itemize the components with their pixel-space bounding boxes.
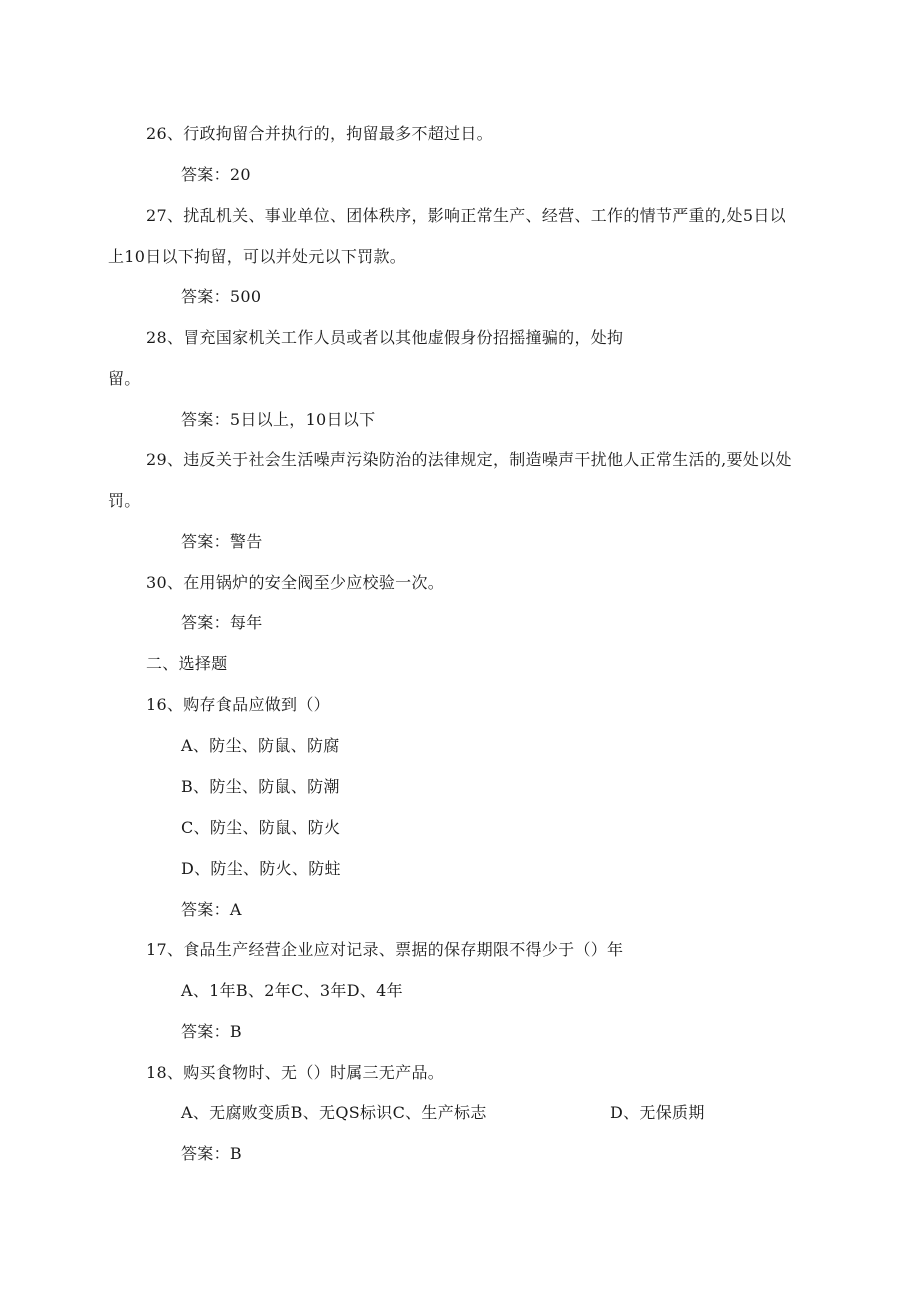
question-18-options-abc: A、无腐败变质B、无QS标识C、生产标志	[181, 1103, 487, 1122]
section-heading-choice: 二、选择题	[146, 654, 228, 673]
question-28-line-1: 28、冒充国家机关工作人员或者以其他虚假身份招摇撞骗的，处拘	[146, 328, 624, 347]
question-26: 26、行政拘留合并执行的，拘留最多不超过日。	[146, 124, 493, 143]
question-16: 16、购存食品应做到（）	[146, 695, 330, 714]
answer-28: 答案：5日以上，10日以下	[181, 410, 376, 429]
question-18-option-d: D、无保质期	[610, 1103, 705, 1122]
answer-30: 答案：每年	[181, 613, 263, 632]
question-16-option-b: B、防尘、防鼠、防潮	[181, 777, 340, 796]
question-27-line-1: 27、扰乱机关、事业单位、团体秩序，影响正常生产、经营、工作的情节严重的,处5日以	[146, 206, 786, 225]
answer-29: 答案：警告	[181, 532, 263, 551]
question-16-option-c: C、防尘、防鼠、防火	[181, 818, 341, 837]
question-29-line-1: 29、违反关于社会生活噪声污染防治的法律规定，制造噪声干扰他人正常生活的,要处以处	[146, 450, 792, 469]
answer-27: 答案：500	[181, 287, 262, 306]
question-28-line-2: 留。	[108, 369, 141, 388]
question-17: 17、食品生产经营企业应对记录、票据的保存期限不得少于（）年	[146, 940, 624, 959]
answer-17: 答案：B	[181, 1022, 242, 1041]
question-17-options: A、1年B、2年C、3年D、4年	[181, 981, 403, 1000]
question-18-options-row	[0, 1102, 920, 1124]
answer-16: 答案：A	[181, 900, 242, 919]
question-16-option-a: A、防尘、防鼠、防腐	[181, 736, 340, 755]
question-18: 18、购买食物时、无（）时属三无产品。	[146, 1063, 445, 1082]
question-30: 30、在用锅炉的安全阀至少应校验一次。	[146, 573, 445, 592]
answer-18: 答案：B	[181, 1144, 242, 1163]
answer-26: 答案：20	[181, 165, 251, 184]
question-27-line-2: 上10日以下拘留，可以并处元以下罚款。	[108, 247, 407, 266]
question-29-line-2: 罚。	[108, 491, 141, 510]
question-16-option-d: D、防尘、防火、防蛀	[181, 859, 341, 878]
